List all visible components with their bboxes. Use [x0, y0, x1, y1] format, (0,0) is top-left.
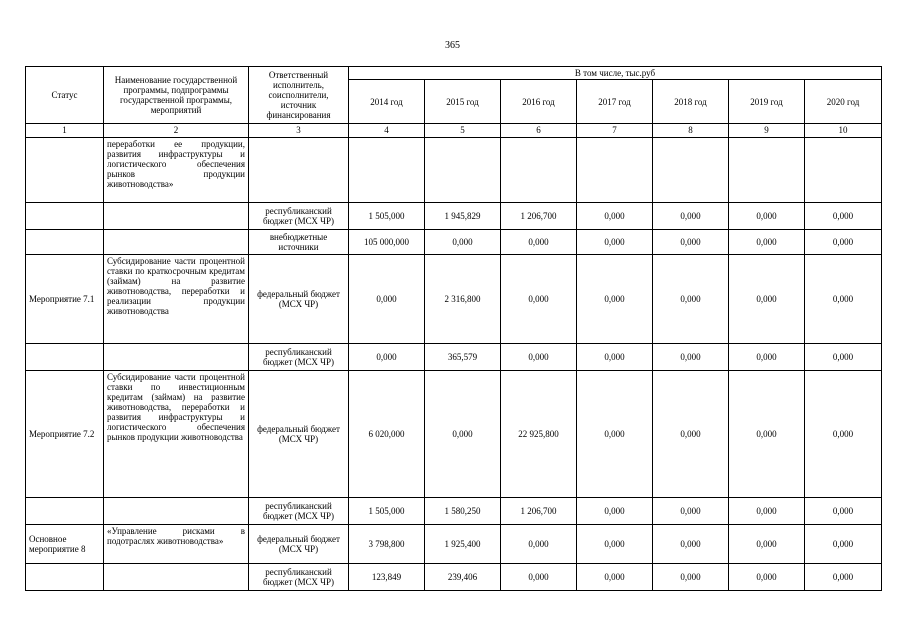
amount-cell: 105 000,000	[349, 230, 425, 255]
amount-cell: 0,000	[805, 255, 882, 344]
amount-cell	[349, 138, 425, 203]
amount-cell: 0,000	[653, 255, 729, 344]
header-year: 2017 год	[577, 80, 653, 124]
amount-cell: 0,000	[729, 344, 805, 371]
column-index: 1	[26, 124, 104, 138]
status-cell: Основное мероприятие 8	[26, 525, 104, 564]
amount-cell: 0,000	[349, 344, 425, 371]
amount-cell: 0,000	[577, 498, 653, 525]
program-name-cell: переработки ее продукции, развития инфраструктуры и логистического обеспечения рынков продукции животноводства»	[104, 138, 249, 203]
program-name-cell	[104, 230, 249, 255]
amount-cell	[653, 138, 729, 203]
column-index: 10	[805, 124, 882, 138]
amount-cell: 0,000	[653, 564, 729, 591]
amount-cell: 0,000	[729, 230, 805, 255]
amount-cell: 22 925,800	[501, 371, 577, 498]
amount-cell: 0,000	[653, 371, 729, 498]
program-name-cell	[104, 203, 249, 230]
funding-source-cell: федеральный бюджет (МСХ ЧР)	[249, 255, 349, 344]
column-index: 3	[249, 124, 349, 138]
amount-cell: 0,000	[653, 344, 729, 371]
header-name: Наименование государственной программы, подпрограммы государственной программы, мероприятий	[104, 67, 249, 124]
amount-cell: 0,000	[805, 203, 882, 230]
amount-cell: 0,000	[501, 230, 577, 255]
amount-cell: 0,000	[349, 255, 425, 344]
table-row	[26, 564, 882, 591]
funding-source-cell: федеральный бюджет (МСХ ЧР)	[249, 371, 349, 498]
status-cell	[26, 230, 104, 255]
amount-cell: 0,000	[425, 230, 501, 255]
status-cell	[26, 203, 104, 230]
column-index: 8	[653, 124, 729, 138]
amount-cell: 0,000	[729, 498, 805, 525]
funding-source-cell: федеральный бюджет (МСХ ЧР)	[249, 525, 349, 564]
table-row	[26, 525, 882, 564]
program-name-cell	[104, 344, 249, 371]
header-status: Статус	[26, 67, 104, 124]
table-row	[26, 230, 882, 255]
amount-cell: 0,000	[653, 230, 729, 255]
amount-cell	[425, 138, 501, 203]
amount-cell: 0,000	[577, 525, 653, 564]
status-cell: Мероприятие 7.2	[26, 371, 104, 498]
amount-cell	[805, 138, 882, 203]
amount-cell: 0,000	[653, 203, 729, 230]
amount-cell: 1 945,829	[425, 203, 501, 230]
amount-cell: 0,000	[805, 230, 882, 255]
status-cell	[26, 138, 104, 203]
amount-cell: 1 925,400	[425, 525, 501, 564]
amount-cell: 0,000	[729, 203, 805, 230]
amount-cell: 0,000	[805, 344, 882, 371]
amount-cell: 0,000	[501, 255, 577, 344]
column-index: 6	[501, 124, 577, 138]
program-name-cell: «Управление рисками в подотраслях животноводства»	[104, 525, 249, 564]
amount-cell: 0,000	[501, 564, 577, 591]
amount-cell: 0,000	[577, 371, 653, 498]
amount-cell: 1 505,000	[349, 498, 425, 525]
amount-cell: 6 020,000	[349, 371, 425, 498]
amount-cell: 123,849	[349, 564, 425, 591]
financing-table	[25, 66, 882, 591]
amount-cell: 0,000	[805, 371, 882, 498]
column-index: 5	[425, 124, 501, 138]
column-index: 2	[104, 124, 249, 138]
amount-cell: 0,000	[577, 344, 653, 371]
amount-cell: 2 316,800	[425, 255, 501, 344]
amount-cell	[501, 138, 577, 203]
amount-cell: 0,000	[501, 525, 577, 564]
header-group: В том числе, тыс.руб	[349, 67, 882, 80]
amount-cell: 365,579	[425, 344, 501, 371]
header-year: 2020 год	[805, 80, 882, 124]
program-name-cell	[104, 498, 249, 525]
amount-cell: 0,000	[729, 371, 805, 498]
amount-cell: 1 206,700	[501, 498, 577, 525]
amount-cell: 0,000	[805, 498, 882, 525]
header-year: 2019 год	[729, 80, 805, 124]
amount-cell: 0,000	[653, 498, 729, 525]
amount-cell: 0,000	[577, 255, 653, 344]
funding-source-cell: республиканский бюджет (МСХ ЧР)	[249, 203, 349, 230]
column-index: 4	[349, 124, 425, 138]
amount-cell: 239,406	[425, 564, 501, 591]
amount-cell	[729, 138, 805, 203]
page-number: 365	[445, 40, 460, 51]
status-cell	[26, 564, 104, 591]
amount-cell: 0,000	[729, 255, 805, 344]
amount-cell: 0,000	[425, 371, 501, 498]
program-name-cell: Субсидирование части процентной ставки по краткосрочным кредитам (займам) на развитие животноводства, переработки и реализации продукции животноводства	[104, 255, 249, 344]
amount-cell: 0,000	[729, 525, 805, 564]
amount-cell: 1 505,000	[349, 203, 425, 230]
table-row	[26, 498, 882, 525]
amount-cell: 0,000	[501, 344, 577, 371]
header-year: 2018 год	[653, 80, 729, 124]
amount-cell: 0,000	[577, 230, 653, 255]
header-year: 2014 год	[349, 80, 425, 124]
program-name-cell: Субсидирование части процентной ставки по инвестиционным кредитам (займам) на развитие животноводства, переработки и развития инфраструктуры и логистического обеспечения рынков продукции животноводства	[104, 371, 249, 498]
funding-source-cell: республиканский бюджет (МСХ ЧР)	[249, 498, 349, 525]
amount-cell: 0,000	[729, 564, 805, 591]
funding-source-cell: республиканский бюджет (МСХ ЧР)	[249, 564, 349, 591]
amount-cell: 0,000	[653, 525, 729, 564]
status-cell: Мероприятие 7.1	[26, 255, 104, 344]
column-index: 7	[577, 124, 653, 138]
status-cell	[26, 344, 104, 371]
table-row	[26, 344, 882, 371]
column-index: 9	[729, 124, 805, 138]
funding-source-cell: республиканский бюджет (МСХ ЧР)	[249, 344, 349, 371]
amount-cell	[577, 138, 653, 203]
amount-cell: 0,000	[577, 564, 653, 591]
amount-cell: 0,000	[805, 564, 882, 591]
funding-source-cell	[249, 138, 349, 203]
amount-cell: 1 580,250	[425, 498, 501, 525]
header-year: 2015 год	[425, 80, 501, 124]
amount-cell: 0,000	[805, 525, 882, 564]
amount-cell: 1 206,700	[501, 203, 577, 230]
amount-cell: 3 798,800	[349, 525, 425, 564]
header-row	[26, 67, 882, 80]
table-row	[26, 371, 882, 498]
program-name-cell	[104, 564, 249, 591]
table-row	[26, 255, 882, 344]
status-cell	[26, 498, 104, 525]
table-row	[26, 138, 882, 203]
amount-cell: 0,000	[577, 203, 653, 230]
header-responsible: Ответственный исполнитель, соисполнители, источник финансирования	[249, 67, 349, 124]
funding-source-cell: внебюджетные источники	[249, 230, 349, 255]
column-index-row	[26, 124, 882, 138]
header-year: 2016 год	[501, 80, 577, 124]
table-row	[26, 203, 882, 230]
